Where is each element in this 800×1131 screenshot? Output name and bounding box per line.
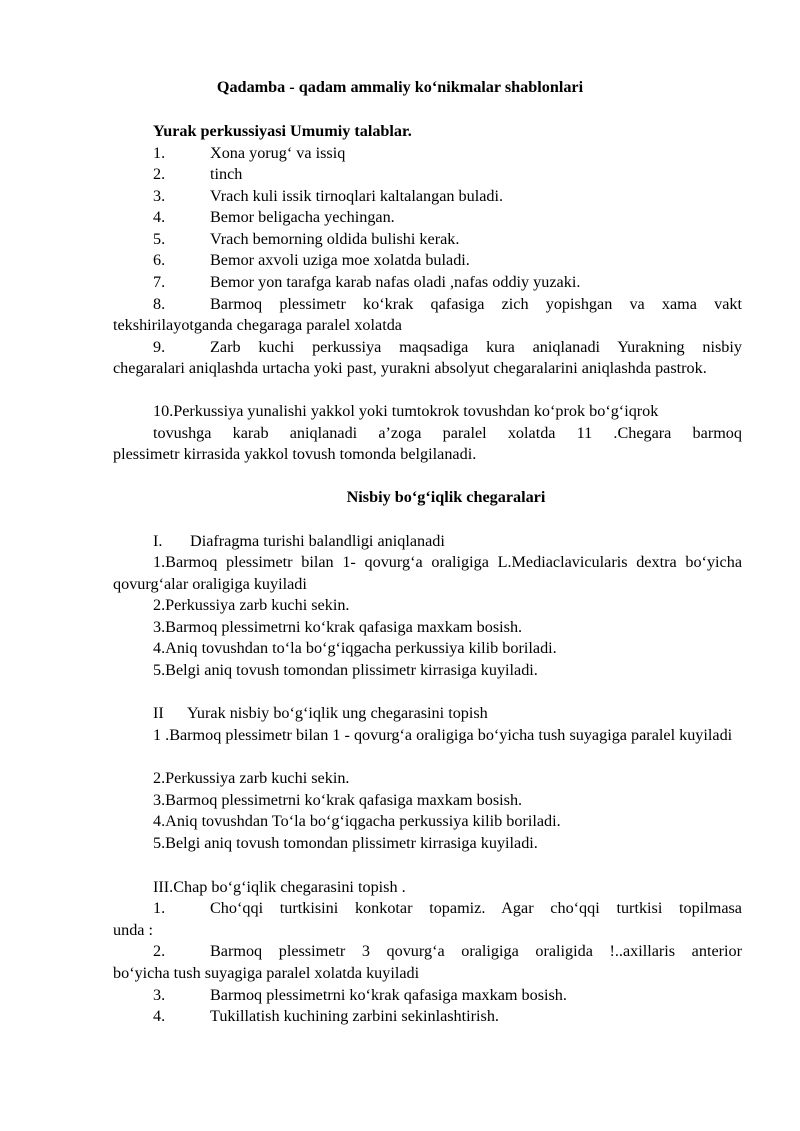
list-item-text: 4.Aniq tovushdan to‘la bo‘g‘iqgacha perkussiya kilib boriladi.: [153, 639, 557, 657]
list-item-text: 5.Belgi aniq tovush tomondan plissimetr kirrasiga kuyiladi.: [153, 661, 538, 679]
list-item-text: 5.Belgi aniq tovush tomondan plissimetr kirrasiga kuyiladi.: [153, 834, 538, 852]
list-item-number: 4.: [153, 1007, 166, 1025]
list-item-number: 3.: [153, 986, 166, 1004]
list-item-number: 7.: [153, 273, 166, 291]
list-item-number: 6.: [153, 251, 166, 269]
list-item-number: 2.: [153, 942, 166, 960]
document-title: Qadamba - qadam ammaliy ko‘nikmalar shablonlari: [216, 78, 584, 96]
list-item-text: 3.Barmoq plessimetrni ko‘krak qafasiga maxkam bosish.: [153, 791, 523, 809]
list-item-text: Xona yorug‘ va issiq: [210, 144, 346, 162]
list-item-text: Barmoq plessimetrni ko‘krak qafasiga maxkam bosish.: [210, 986, 567, 1004]
list-item-number: 1.: [153, 899, 166, 917]
subsection-number: I.: [153, 532, 163, 550]
list-item-text: 2.Perkussiya zarb kuchi sekin.: [153, 596, 350, 614]
list-item-number: 3.: [153, 187, 166, 205]
list-item-text-continued: tekshirilayotganda chegaraga paralel xolatda: [113, 316, 402, 334]
list-item-text-continued: plessimetr kirrasida yakkol tovush tomonda belgilanadi.: [113, 445, 477, 463]
paragraph: 1 .Barmoq plessimetr bilan 1 - qovurg‘a oraligiga bo‘yicha tush suyagiga paralel kuyiladi: [153, 726, 733, 744]
list-item-text: Bemor beligacha yechingan.: [210, 208, 395, 226]
section-heading: Nisbiy bo‘g‘iqlik chegaralari: [346, 488, 546, 506]
list-item-text: Barmoq plessimetr ko‘krak qafasiga zich yopishgan va xama vakt: [210, 295, 742, 313]
subsection-number: II: [153, 704, 164, 722]
list-item-text: Bemor axvoli uziga moe xolatda buladi.: [210, 251, 470, 269]
list-item-text: 2.Perkussiya zarb kuchi sekin.: [153, 769, 350, 787]
list-item-text: Vrach kuli issik tirnoqlari kaltalangan buladi.: [210, 187, 504, 205]
section-heading: Yurak perkussiyasi Umumiy talablar.: [153, 122, 412, 140]
subsection-title: III.Chap bo‘g‘iqlik chegarasini topish .: [153, 878, 406, 896]
list-item-number: 2.: [153, 165, 166, 183]
list-item-number: 1.: [153, 144, 166, 162]
paragraph: 1.Barmoq plessimetr bilan 1- qovurg‘a oraligiga L.Mediaclavicularis dextra bo‘yicha qovurg‘alar oraligiga kuyiladi: [113, 553, 742, 593]
list-item-text: tinch: [210, 165, 243, 183]
list-item-text: 10.Perkussiya yunalishi yakkol yoki tumtokrok tovushdan ko‘prok bo‘g‘iqrok: [153, 402, 659, 420]
list-item-text-continued: chegaralari aniqlashda urtacha yoki past, yurakni absolyut chegaralarini aniqlashda pastrok.: [113, 359, 707, 377]
list-item-number: 5.: [153, 230, 166, 248]
list-item-number: 8.: [153, 295, 166, 313]
list-item-text: Vrach bemorning oldida bulishi kerak.: [210, 230, 460, 248]
subsection-title: Yurak nisbiy bo‘g‘iqlik ung chegarasini topish: [187, 704, 488, 722]
list-item-text: Bemor yon tarafga karab nafas oladi ,nafas oddiy yuzaki.: [210, 273, 581, 291]
subsection-title: Diafragma turishi balandligi aniqlanadi: [190, 532, 445, 550]
list-item-text: 4.Aniq tovushdan To‘la bo‘g‘iqgacha perkussiya kilib boriladi.: [153, 812, 561, 830]
list-item-text: Cho‘qqi turtkisini konkotar topamiz. Agar cho‘qqi turtkisi topilmasa: [210, 899, 742, 917]
list-item-text: Barmoq plessimetr 3 qovurg‘a oraligiga oraligida !..axillaris anterior: [210, 942, 742, 960]
list-item-text-continued: tovushga karab aniqlanadi a’zoga paralel xolatda 11 .Chegara barmoq: [153, 424, 742, 442]
list-item-text: Tukillatish kuchining zarbini sekinlashtirish.: [210, 1007, 499, 1025]
list-item-text: 3.Barmoq plessimetrni ko‘krak qafasiga maxkam bosish.: [153, 618, 523, 636]
list-item-number: 4.: [153, 208, 166, 226]
list-item-text-continued: unda :: [113, 921, 154, 939]
list-item-text-continued: bo‘yicha tush suyagiga paralel xolatda kuyiladi: [113, 964, 420, 982]
list-item-text: Zarb kuchi perkussiya maqsadiga kura aniqlanadi Yurakning nisbiy: [210, 338, 742, 356]
list-item-number: 9.: [153, 338, 166, 356]
